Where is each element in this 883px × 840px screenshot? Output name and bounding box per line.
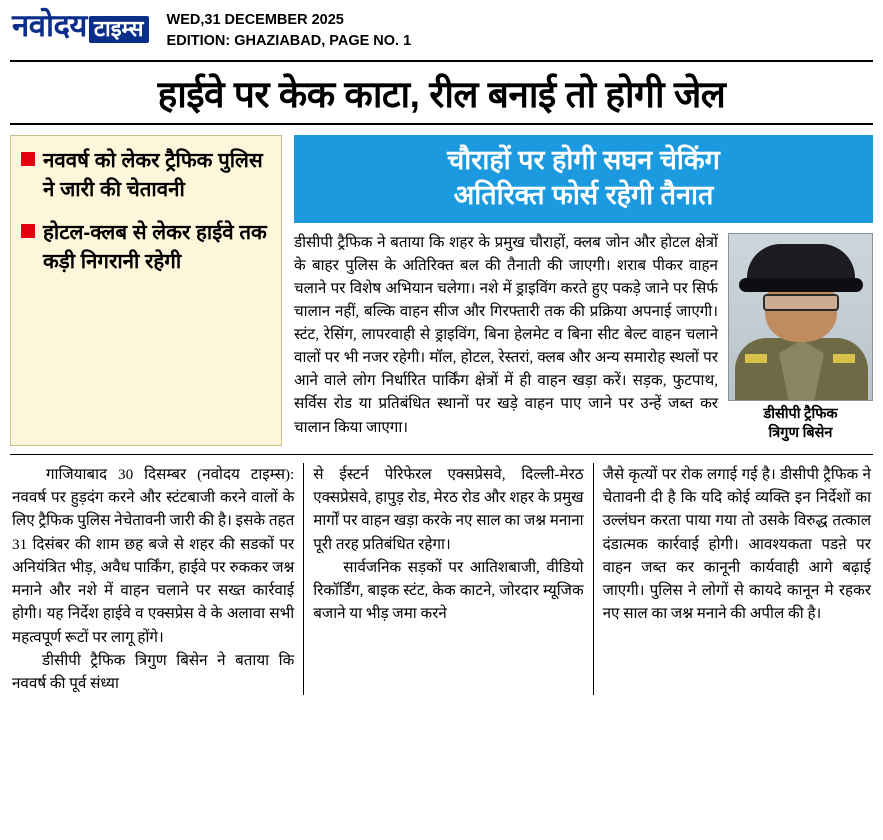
paragraph: डीसीपी ट्रैफिक त्रिगुण बिसेन ने बताया कि नववर्ष की पूर्व संध्या bbox=[12, 651, 295, 693]
logo-hindi-text: नवोदय bbox=[12, 8, 87, 43]
officer-photo bbox=[728, 233, 873, 401]
date-edition-block bbox=[167, 8, 412, 52]
section-divider bbox=[10, 454, 873, 455]
deck-line-1: चौराहों पर होगी सघन चेकिंग bbox=[447, 144, 720, 175]
paragraph: जैसे कृत्यों पर रोक लगाई गई है। डीसीपी ट्रैफिक ने चेतावनी दी है कि यदि कोई व्यक्ति इन निर्देशों का उल्लंघन करता पाया गया तो उसके विरुद्ध तत्काल दंडात्मक कार्रवाई होगी। आवश्यकता पडऩे पर वाहन जब्त कर कानूनी कार्यवाही आगे बढ़ाई जाएगी। पुलिस ने लोगों से कायदे कानून मे रहकर नए साल का जश्न मनाने की अपील की है। bbox=[602, 465, 871, 623]
right-upper-column bbox=[294, 135, 873, 446]
highlight-item bbox=[21, 218, 271, 276]
highlights-box bbox=[10, 135, 282, 446]
officer-photo-block bbox=[728, 233, 873, 444]
body-column-1 bbox=[10, 463, 303, 696]
publication-logo bbox=[12, 8, 149, 43]
edition-line: EDITION: GHAZIABAD, PAGE NO. 1 bbox=[166, 33, 412, 50]
page-headline: हाईवे पर केक काटा, रील बनाई तो होगी जेल bbox=[157, 74, 726, 116]
highlight-item bbox=[21, 146, 271, 204]
photo-shoulder-badge-right bbox=[833, 354, 855, 363]
paragraph: सार्वजनिक सड़कों पर आतिशबाजी, वीडियो रिकॉर्डिंग, बाइक स्टंट, केक काटने, जोरदार म्यूजिक बजाने या भीड़ जमा करने bbox=[313, 558, 584, 623]
square-bullet-icon bbox=[21, 224, 35, 238]
lead-paragraph: डीसीपी ट्रैफिक ने बताया कि शहर के प्रमुख चौराहों, क्लब जोन और होटल क्षेत्रों के बाहर पुलिस के अतिरिक्त बल की तैनाती की जाएगी। शराब पीकर वाहन चलाने पर विशेष अभियान चलेगा। नशे में ड्राइविंग करते हुए पकड़े जाने पर सिर्फ चालान नहीं, बल्कि वाहन सीज और गिरफ्तारी तक की प्रक्रिया अपनाई जाएगी। स्टंट, रेसिंग, लापरवाही से ड्राइविंग, बिना हेलमेट व बिना सीट बेल्ट वाहन चलाने वालों पर भी नजर रहेगी। मॉल, होटल, रेस्तरां, क्लब और अन्य समारोह स्थलों पर आने वाले लोग निर्धारित पार्किंग क्षेत्रों में ही वाहन खड़ा करें। सड़क, फुटपाथ, सर्विस रोड या प्रतिबंधित स्थानों पर खड़े वाहन पाए जाने पर उन्हें जब्त कर चालान किया जाएगा। bbox=[294, 233, 718, 436]
highlight-text: नववर्ष को लेकर ट्रैफिक पुलिस ने जारी की चेतावनी bbox=[43, 148, 263, 201]
body-column-3 bbox=[593, 463, 873, 696]
photo-cap-brim-shape bbox=[739, 278, 863, 292]
paragraph: गाजियाबाद 30 दिसम्बर (नवोदय टाइम्स): नववर्ष पर हुड़दंग करने और स्टंटबाजी करने वालों के लिए ट्रैफिक पुलिस नेचेतावनी जारी की है। इसके तहत 31 दिसंबर की शाम छह बजे से शहर की सडकों पर अनियंत्रित भीड़, अवैध पार्किंग, हाईवे पर रुककर जश्न मनाने और नशे में वाहन चलाने पर सख्त कार्रवाई होगी। यह निर्देश हाईवे व एक्सप्रेस वे के अलावा सभी महत्वपूर्ण रूटों पर लागू होंगे। bbox=[12, 465, 295, 646]
sub-headline-deck bbox=[294, 135, 873, 223]
logo-english-text: टाइम्स bbox=[89, 16, 149, 43]
photo-shoulder-badge-left bbox=[745, 354, 767, 363]
photo-spectacles-shape bbox=[763, 294, 839, 311]
highlight-text: होटल-क्लब से लेकर हाईवे तक कड़ी निगरानी रहेगी bbox=[43, 220, 267, 273]
lead-section bbox=[294, 231, 873, 442]
body-columns bbox=[8, 463, 875, 696]
upper-zone bbox=[8, 135, 875, 446]
square-bullet-icon bbox=[21, 152, 35, 166]
paragraph: से ईस्टर्न पेरिफेरल एक्सप्रेसवे, दिल्ली-मेरठ एक्सप्रेसवे, हापुड़ रोड, मेरठ रोड और शहर के प्रमुख मार्गों पर वाहन खड़ा करके नए साल का जश्न मनाना पूरी तरह प्रतिबंधित रहेगा। bbox=[313, 465, 584, 553]
body-column-2 bbox=[303, 463, 592, 696]
deck-line-2: अतिरिक्त फोर्स रहेगी तैनात bbox=[453, 179, 714, 210]
photo-caption bbox=[728, 405, 873, 444]
headline-divider bbox=[10, 123, 873, 125]
masthead bbox=[8, 0, 875, 56]
photo-caption-line-1: डीसीपी ट्रैफिक bbox=[763, 405, 838, 422]
photo-caption-line-2: त्रिगुण बिसेन bbox=[768, 425, 833, 442]
date-line: WED,31 DECEMBER 2025 bbox=[166, 12, 344, 28]
